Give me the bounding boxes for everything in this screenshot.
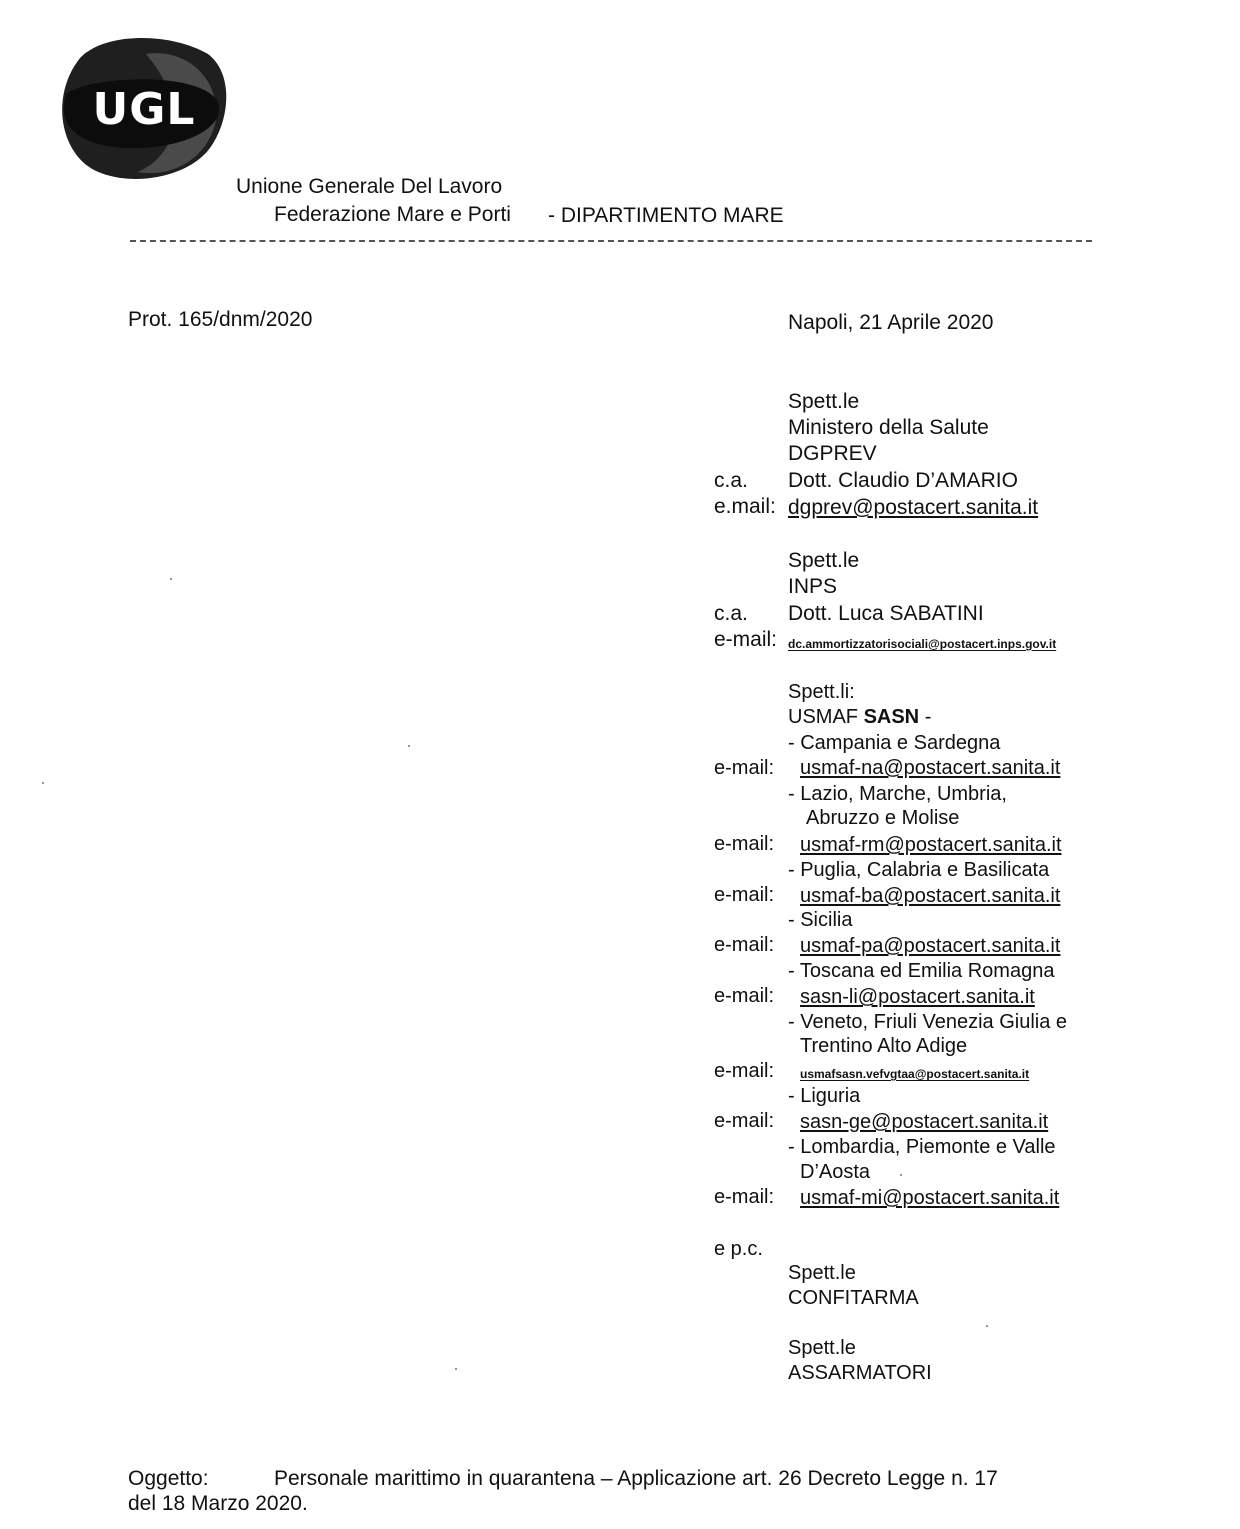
usmaf-region-continued: Abruzzo e Molise xyxy=(806,807,960,829)
scan-speck xyxy=(900,1174,902,1176)
usmaf-region: - Puglia, Calabria e Basilicata xyxy=(788,859,1050,881)
date-place: Napoli, 21 Aprile 2020 xyxy=(788,311,994,334)
ministero-ca-name: Dott. Claudio D’AMARIO xyxy=(788,469,1018,492)
usmaf-email-label: e-mail: xyxy=(714,884,775,906)
header-divider xyxy=(130,240,1092,242)
usmaf-region: - Veneto, Friuli Venezia Giulia e xyxy=(788,1011,1068,1033)
usmaf-email-link[interactable]: usmaf-mi@postacert.sanita.it xyxy=(800,1187,1060,1209)
inps-ca-label: c.a. xyxy=(714,602,748,625)
scan-speck xyxy=(408,745,410,747)
usmaf-email-link[interactable]: sasn-li@postacert.sanita.it xyxy=(800,986,1035,1008)
scan-speck xyxy=(986,1325,988,1327)
usmaf-region-continued: Trentino Alto Adige xyxy=(800,1035,968,1057)
epc-label: e p.c. xyxy=(714,1238,763,1260)
usmaf-email-label: e-mail: xyxy=(714,833,775,855)
usmaf-region: - Toscana ed Emilia Romagna xyxy=(788,960,1055,982)
usmaf-email-label: e-mail: xyxy=(714,1060,775,1082)
scan-speck xyxy=(42,782,44,784)
usmaf-email-link[interactable]: sasn-ge@postacert.sanita.it xyxy=(800,1111,1049,1133)
ministero-email-label: e.mail: xyxy=(714,495,776,518)
confitarma-name: CONFITARMA xyxy=(788,1287,919,1309)
inps-ca-name: Dott. Luca SABATINI xyxy=(788,602,984,625)
usmaf-region: - Campania e Sardegna xyxy=(788,732,1001,754)
usmaf-email-label: e-mail: xyxy=(714,1110,775,1132)
inps-salutation: Spett.le xyxy=(788,549,860,572)
ministero-name: Ministero della Salute xyxy=(788,416,989,439)
inps-email-link[interactable]: dc.ammortizzatorisociali@postacert.inps.gov.it xyxy=(788,637,1057,651)
usmaf-email-link[interactable]: usmafsasn.vefvgtaa@postacert.sanita.it xyxy=(800,1067,1030,1081)
confitarma-salutation: Spett.le xyxy=(788,1262,856,1284)
letterhead-org-name: Unione Generale Del Lavoro xyxy=(236,175,503,198)
usmaf-email-link[interactable]: usmaf-pa@postacert.sanita.it xyxy=(800,935,1061,957)
subject-text: Personale marittimo in quarantena – Applicazione art. 26 Decreto Legge n. 17 xyxy=(274,1467,998,1490)
usmaf-email-label: e-mail: xyxy=(714,985,775,1007)
usmaf-email-label: e-mail: xyxy=(714,934,775,956)
usmaf-salutation: Spett.li: xyxy=(788,681,855,703)
letterhead-federation: Federazione Mare e Porti xyxy=(274,203,511,226)
inps-name: INPS xyxy=(788,575,838,598)
usmaf-email-link[interactable]: usmaf-ba@postacert.sanita.it xyxy=(800,885,1061,907)
ministero-ca-label: c.a. xyxy=(714,469,748,492)
usmaf-name: USMAF SASN - xyxy=(788,706,932,728)
ministero-dept: DGPREV xyxy=(788,442,877,465)
usmaf-email-label: e-mail: xyxy=(714,1186,775,1208)
assarmatori-salutation: Spett.le xyxy=(788,1337,856,1359)
inps-email-label: e-mail: xyxy=(714,628,778,651)
letterhead-department: - DIPARTIMENTO MARE xyxy=(548,204,784,227)
svg-text:UGL: UGL xyxy=(92,84,196,135)
subject-text-continued: del 18 Marzo 2020. xyxy=(128,1492,308,1515)
usmaf-region: - Sicilia xyxy=(788,909,853,931)
ugl-logo xyxy=(50,36,230,186)
protocol-number: Prot. 165/dnm/2020 xyxy=(128,308,313,331)
usmaf-email-label: e-mail: xyxy=(714,757,775,779)
scan-speck xyxy=(170,578,172,580)
scan-speck xyxy=(455,1368,457,1370)
ministero-salutation: Spett.le xyxy=(788,390,860,413)
usmaf-region: - Lazio, Marche, Umbria, xyxy=(788,783,1007,805)
ministero-email-link[interactable]: dgprev@postacert.sanita.it xyxy=(788,496,1039,519)
usmaf-region: - Lombardia, Piemonte e Valle xyxy=(788,1136,1056,1158)
subject-label: Oggetto: xyxy=(128,1467,209,1490)
usmaf-email-link[interactable]: usmaf-na@postacert.sanita.it xyxy=(800,757,1061,779)
usmaf-email-link[interactable]: usmaf-rm@postacert.sanita.it xyxy=(800,834,1062,856)
usmaf-region-continued: D’Aosta xyxy=(800,1161,871,1183)
assarmatori-name: ASSARMATORI xyxy=(788,1362,932,1384)
usmaf-region: - Liguria xyxy=(788,1085,861,1107)
